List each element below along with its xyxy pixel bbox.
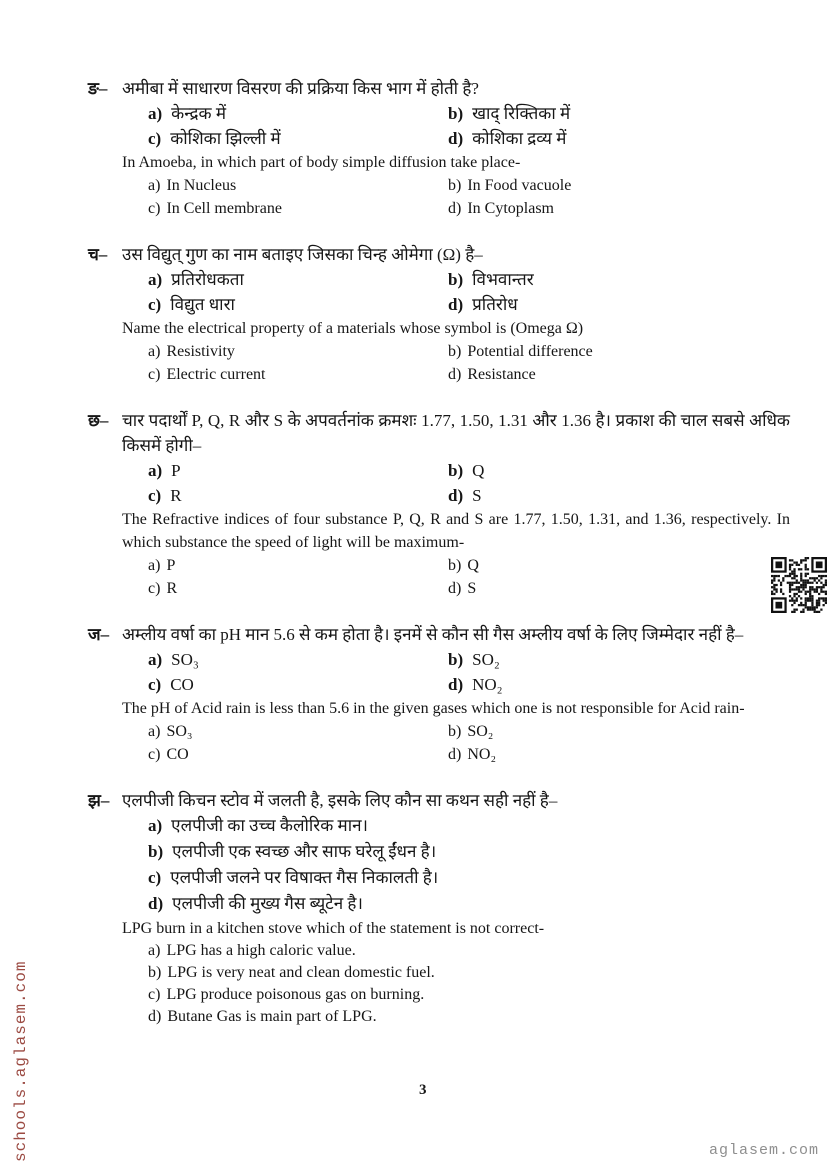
watermark-schools-aglasem: schools.aglasem.com (12, 960, 30, 1162)
option-key: a) (148, 816, 163, 835)
question-label: च– (88, 245, 108, 264)
question-text-hindi: उस विद्युत् गुण का नाम बताइए जिसका चिन्ह ओमेगा (Ω) है– (122, 245, 483, 264)
option-text: LPG is very neat and clean domestic fuel. (167, 964, 435, 981)
option-hindi (448, 647, 790, 672)
option-english (448, 577, 790, 600)
option-text: R (166, 580, 178, 597)
options-hindi (148, 647, 790, 697)
option-text: विद्युत धारा (170, 295, 235, 314)
option-hindi (148, 813, 790, 839)
option-key: b) (448, 104, 464, 123)
option-english (148, 577, 448, 600)
option-key: d) (448, 675, 464, 694)
question-block (88, 76, 790, 220)
option-english (148, 174, 448, 197)
question-text-english: The pH of Acid rain is less than 5.6 in the given gases which one is not responsible for Acid rain- (122, 700, 745, 717)
option-text: CO (170, 675, 194, 694)
option-text: In Cytoplasm (467, 200, 554, 217)
option-hindi (148, 865, 790, 891)
option-english (448, 197, 790, 220)
option-text: SO₂ (472, 650, 500, 669)
option-text: कोशिका द्रव्य में (472, 129, 567, 148)
option-hindi (148, 267, 448, 292)
option-text: Q (472, 461, 485, 480)
option-key: b) (448, 270, 464, 289)
options-english (148, 174, 790, 220)
option-text: केन्द्रक में (171, 104, 226, 123)
option-key: c) (148, 200, 161, 217)
option-text: एलपीजी एक स्वच्छ और साफ घरेलू ईंधन है। (172, 842, 437, 861)
option-key: b) (448, 557, 462, 574)
option-key: a) (148, 270, 163, 289)
option-hindi (448, 126, 790, 151)
option-text: Electric current (166, 366, 266, 383)
option-key: a) (148, 177, 161, 194)
option-english (148, 1006, 790, 1028)
option-key: b) (448, 723, 462, 740)
question-text-english: The Refractive indices of four substance P, Q, R and S are 1.77, 1.50, 1.31, and 1.36, respectively. In which substance the speed of light will be maximum- (122, 511, 790, 551)
option-english (148, 720, 448, 743)
question-block (88, 408, 790, 600)
option-text: SO₂ (467, 723, 494, 740)
option-hindi (148, 126, 448, 151)
option-key: c) (148, 295, 162, 314)
option-key: d) (448, 366, 462, 383)
option-key: b) (448, 177, 462, 194)
qr-code-image (771, 557, 827, 613)
option-english (448, 743, 790, 766)
option-text: कोशिका झिल्ली में (170, 129, 281, 148)
options-english (148, 554, 790, 600)
option-text: एलपीजी का उच्च कैलोरिक मान। (171, 816, 368, 835)
option-hindi (448, 672, 790, 697)
option-english (148, 197, 448, 220)
question-block (88, 622, 790, 766)
option-text: S (467, 580, 477, 597)
question-label: झ– (88, 791, 110, 810)
question-text-hindi: एलपीजी किचन स्टोव में जलती है, इसके लिए कौन सा कथन सही नहीं है– (122, 791, 558, 810)
option-text: विभवान्तर (472, 270, 534, 289)
option-text: NO₂ (467, 746, 497, 763)
option-text: CO (166, 746, 189, 763)
option-text: Potential difference (467, 343, 593, 360)
option-text: प्रतिरोधकता (171, 270, 244, 289)
option-text: P (166, 557, 176, 574)
option-key: c) (148, 486, 162, 505)
option-english (148, 340, 448, 363)
option-key: b) (448, 343, 462, 360)
option-hindi (448, 458, 790, 483)
option-hindi (148, 483, 448, 508)
option-hindi (448, 483, 790, 508)
option-text: In Nucleus (166, 177, 237, 194)
option-text: एलपीजी जलने पर विषाक्त गैस निकालती है। (170, 868, 439, 887)
options-hindi (148, 458, 790, 508)
option-hindi (148, 839, 790, 865)
option-key: d) (448, 486, 464, 505)
options-hindi (148, 101, 790, 151)
option-text: R (170, 486, 182, 505)
option-key: c) (148, 366, 161, 383)
option-english (148, 743, 448, 766)
option-key: c) (148, 129, 162, 148)
question-label: छ– (88, 411, 109, 430)
option-key: d) (448, 580, 462, 597)
option-key: a) (148, 343, 161, 360)
question-text-hindi: अम्लीय वर्षा का pH मान 5.6 से कम होता है। इनमें से कौन सी गैस अम्लीय वर्षा के लिए जिम्मेदार नहीं है– (122, 625, 744, 644)
option-key: d) (448, 295, 464, 314)
option-english (448, 340, 790, 363)
option-hindi (448, 292, 790, 317)
option-hindi (148, 458, 448, 483)
option-hindi (148, 647, 448, 672)
question-text-hindi: अमीबा में साधारण विसरण की प्रक्रिया किस भाग में होती है? (122, 79, 479, 98)
options-english (148, 940, 790, 1028)
option-text: Resistance (467, 366, 536, 383)
option-key: d) (148, 1008, 162, 1025)
option-key: b) (148, 964, 162, 981)
option-text: LPG produce poisonous gas on burning. (166, 986, 425, 1003)
option-key: c) (148, 580, 161, 597)
option-key: b) (448, 650, 464, 669)
option-key: d) (148, 894, 164, 913)
questions-container (88, 76, 790, 1050)
option-english (148, 554, 448, 577)
option-english (148, 962, 790, 984)
option-hindi (148, 292, 448, 317)
option-key: d) (448, 746, 462, 763)
option-hindi (148, 672, 448, 697)
option-text: प्रतिरोध (472, 295, 518, 314)
option-key: a) (148, 461, 163, 480)
option-text: SO₃ (166, 723, 193, 740)
option-key: a) (148, 650, 163, 669)
question-block (88, 242, 790, 386)
question-text-hindi: चार पदार्थों P, Q, R और S के अपवर्तनांक क्रमशः 1.77, 1.50, 1.31 और 1.36 है। प्रकाश की चाल सबसे अधिक किसमें होगी– (122, 411, 790, 455)
watermark-aglasem: aglasem.com (708, 1142, 819, 1159)
question-label: ज– (88, 625, 110, 644)
option-text: एलपीजी की मुख्य गैस ब्यूटेन है। (172, 894, 363, 913)
option-text: In Cell membrane (166, 200, 282, 217)
option-english (448, 720, 790, 743)
option-english (448, 174, 790, 197)
option-english (148, 984, 790, 1006)
option-hindi (148, 101, 448, 126)
option-english (448, 554, 790, 577)
option-text: Resistivity (166, 343, 235, 360)
option-text: NO₂ (472, 675, 503, 694)
option-english (448, 363, 790, 386)
question-label: ङ– (88, 79, 108, 98)
option-key: c) (148, 868, 162, 887)
option-key: a) (148, 723, 161, 740)
option-text: खाद् रिक्तिका में (472, 104, 571, 123)
question-block (88, 788, 790, 1028)
page-number: 3 (419, 1082, 427, 1098)
option-key: a) (148, 104, 163, 123)
option-key: a) (148, 557, 161, 574)
option-text: Q (467, 557, 479, 574)
option-text: Butane Gas is main part of LPG. (167, 1008, 377, 1025)
option-english (148, 363, 448, 386)
question-text-english: Name the electrical property of a materials whose symbol is (Omega Ω) (122, 320, 584, 337)
option-english (148, 940, 790, 962)
option-hindi (448, 101, 790, 126)
options-hindi (148, 267, 790, 317)
question-text-english: LPG burn in a kitchen stove which of the statement is not correct- (122, 920, 545, 937)
option-text: S (472, 486, 482, 505)
option-key: c) (148, 675, 162, 694)
options-english (148, 340, 790, 386)
option-key: d) (448, 129, 464, 148)
option-text: In Food vacuole (467, 177, 572, 194)
option-text: SO₃ (171, 650, 199, 669)
option-hindi (148, 891, 790, 917)
option-key: a) (148, 942, 161, 959)
question-text-english: In Amoeba, in which part of body simple diffusion take place- (122, 154, 521, 171)
option-key: b) (148, 842, 164, 861)
option-text: P (171, 461, 181, 480)
options-hindi (148, 813, 790, 917)
option-text: LPG has a high caloric value. (166, 942, 356, 959)
option-hindi (448, 267, 790, 292)
option-key: c) (148, 746, 161, 763)
options-english (148, 720, 790, 766)
option-key: d) (448, 200, 462, 217)
option-key: c) (148, 986, 161, 1003)
option-key: b) (448, 461, 464, 480)
